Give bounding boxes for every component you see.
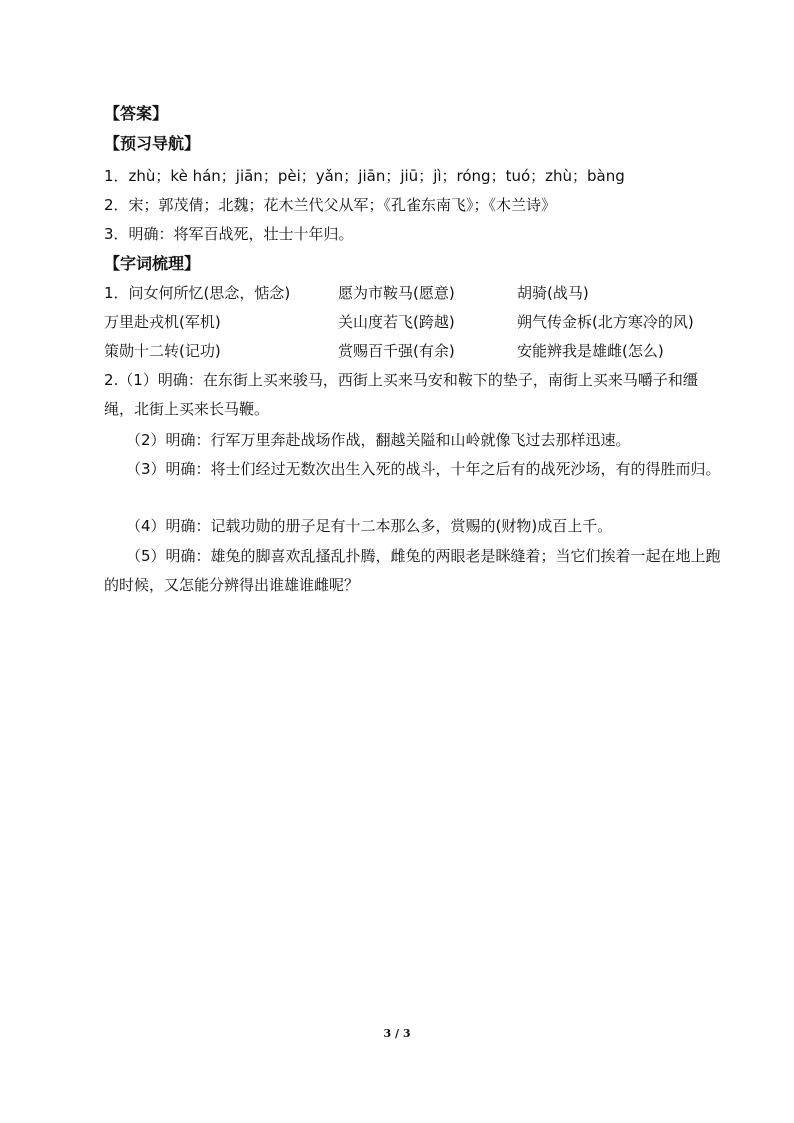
vocab-cell: 安能辨我是雄雌(怎么) bbox=[517, 342, 664, 360]
vocab-cell: 策勋十二转(记功) bbox=[104, 342, 221, 360]
translation-1: 2.（1）明确：在东街上买来骏马，西街上买来马安和鞍下的垫子，南街上买来马嚼子和缰绳，北街上买来长马鞭。 bbox=[104, 371, 698, 418]
answer-heading: 【答案】 bbox=[104, 104, 169, 123]
vocab-heading: 【字词梳理】 bbox=[104, 254, 201, 273]
preview-item-3: 3．明确：将军百战死，壮士十年归。 bbox=[104, 225, 354, 243]
translation-2: （2）明确：行军万里奔赴战场作战，翻越关隘和山岭就像飞过去那样迅速。 bbox=[126, 431, 631, 449]
vocab-cell: 愿为市鞍马(愿意) bbox=[338, 284, 455, 302]
preview-item-1: 1．zhù；kè hán；jiān；pèi；yǎn；jiān；jiū；jì；róng；tuó；zhù；bàng bbox=[104, 167, 625, 185]
translation-4: （4）明确：记载功勋的册子足有十二本那么多，赏赐的(财物)成百上千。 bbox=[126, 517, 613, 535]
vocab-cell: 胡骑(战马) bbox=[517, 284, 589, 302]
translation-3: （3）明确：将士们经过无数次出生入死的战斗，十年之后有的战死沙场，有的得胜而归。 bbox=[126, 460, 721, 478]
vocab-cell: 朔气传金柝(北方寒冷的风) bbox=[517, 313, 694, 331]
vocab-cell: 1．问女何所忆(思念，惦念) bbox=[104, 284, 291, 302]
preview-item-2: 2．宋；郭茂倩；北魏；花木兰代父从军；《孔雀东南飞》；《木兰诗》 bbox=[104, 196, 557, 214]
vocab-cell: 万里赴戎机(军机) bbox=[104, 313, 221, 331]
preview-heading: 【预习导航】 bbox=[104, 134, 201, 153]
vocab-cell: 赏赐百千强(有余) bbox=[338, 342, 455, 360]
vocab-cell: 关山度若飞(跨越) bbox=[338, 313, 455, 331]
page-number: 3 / 3 bbox=[383, 1027, 411, 1040]
translation-5: （5）明确：雄兔的脚喜欢乱搔乱扑腾，雌兔的两眼老是眯缝着；当它们挨着一起在地上跑的时候，又怎能分辨得出谁雄谁雌呢？ bbox=[104, 547, 721, 594]
